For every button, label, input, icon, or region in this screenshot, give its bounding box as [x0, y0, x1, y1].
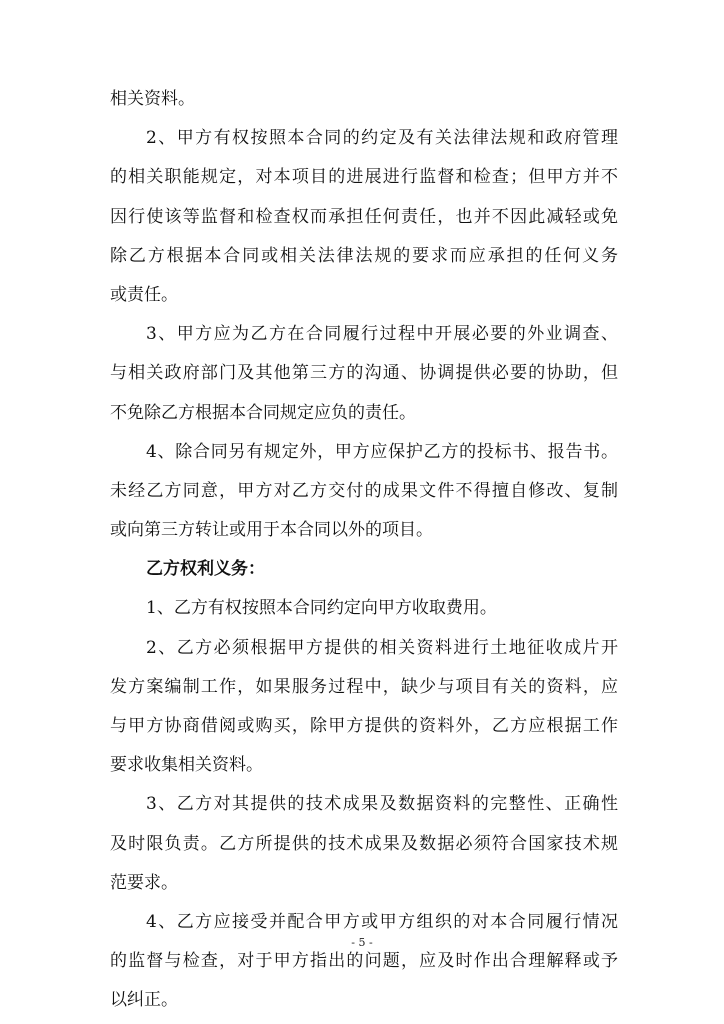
text-line: 1、乙方有权按照本合同约定向甲方收取费用。	[146, 598, 497, 619]
text-line: 以纠正。	[110, 990, 178, 1011]
text-line: 因行使该等监督和检查权而承担任何责任，也并不因此减轻或免	[110, 206, 618, 227]
text-line: 4、乙方应接受并配合甲方或甲方组织的对本合同履行情况	[146, 911, 618, 932]
text-line: 相关资料。	[110, 89, 195, 109]
text-line: 及时限负责。乙方所提供的技术成果及数据必须符合国家技术规	[110, 833, 618, 854]
text-line: 与甲方协商借阅或购买，除甲方提供的资料外，乙方应根据工作	[110, 716, 618, 736]
contract-body-text	[110, 80, 618, 1021]
text-line: 范要求。	[110, 872, 178, 893]
text-line: 的相关职能规定，对本项目的进展进行监督和检查；但甲方并不	[110, 167, 618, 188]
page-number: - 5 -	[351, 936, 373, 949]
text-line: 或责任。	[110, 284, 178, 305]
text-line: 与相关政府部门及其他第三方的沟通、协调提供必要的协助，但	[110, 363, 618, 384]
text-line: 发方案编制工作，如果服务过程中，缺少与项目有关的资料，应	[110, 676, 618, 697]
text-line: 除乙方根据本合同或相关法律法规的要求而应承担的任何义务	[110, 245, 618, 266]
text-line: 未经乙方同意，甲方对乙方交付的成果文件不得擅自修改、复制	[110, 480, 618, 501]
text-line: 3、乙方对其提供的技术成果及数据资料的完整性、正确性	[146, 794, 618, 815]
text-line: 要求收集相关资料。	[110, 755, 263, 776]
section-heading: 乙方权利义务：	[146, 559, 265, 580]
text-line: 2、甲方有权按照本合同的约定及有关法律法规和政府管理	[146, 128, 618, 149]
text-line: 不免除乙方根据本合同规定应负的责任。	[110, 402, 416, 423]
text-line: 的监督与检查，对于甲方指出的问题，应及时作出合理解释或予	[110, 951, 618, 972]
text-line: 3、甲方应为乙方在合同履行过程中开展必要的外业调查、	[146, 324, 618, 345]
text-line: 或向第三方转让或用于本合同以外的项目。	[110, 520, 433, 541]
text-line: 2、乙方必须根据甲方提供的相关资料进行土地征收成片开	[146, 637, 618, 658]
text-line: 4、除合同另有规定外，甲方应保护乙方的投标书、报告书。	[146, 441, 618, 462]
